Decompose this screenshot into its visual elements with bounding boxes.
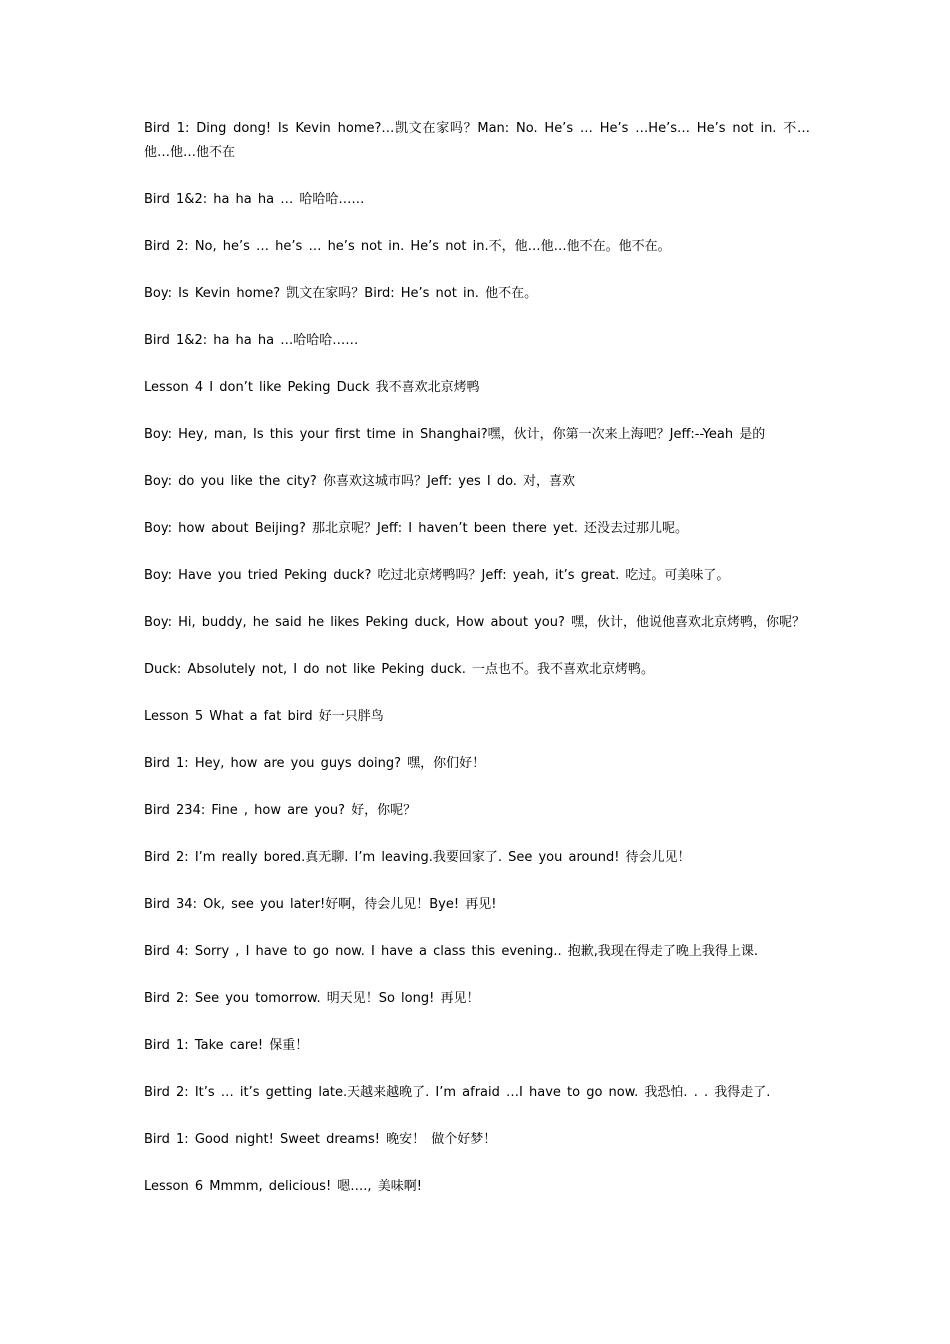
dialogue-line-16: Bird 2: I’m really bored.真无聊. I’m leaving.我要回家了. See you around! 待会儿见！ [144, 850, 691, 865]
dialogue-line-22: Bird 1: Good night! Sweet dreams! 晚安！ 做个好梦！ [144, 1132, 497, 1147]
dialogue-line-9: Boy: how about Beijing? 那北京呢？Jeff: I haven’t been there yet. 还没去过那儿呢。 [144, 521, 688, 536]
dialogue-line-12: Duck: Absolutely not, I do not like Peking duck. 一点也不。我不喜欢北京烤鸭。 [144, 662, 654, 677]
document-page [144, 117, 810, 1222]
dialogue-line-11: Boy: Hi, buddy, he said he likes Peking duck, How about you? 嘿，伙计，他说他喜欢北京烤鸭，你呢？ [144, 615, 806, 630]
dialogue-line-17: Bird 34: Ok, see you later!好啊，待会儿见！Bye! 再见! [144, 897, 497, 912]
dialogue-line-7: Boy: Hey, man, Is this your first time in Shanghai?嘿，伙计，你第一次来上海吧？Jeff:--Yeah 是的 [144, 427, 766, 442]
dialogue-line-2: Bird 1&2: ha ha ha … 哈哈哈…… [144, 192, 365, 207]
dialogue-line-8: Boy: do you like the city? 你喜欢这城市吗？Jeff: yes I do. 对，喜欢 [144, 474, 576, 489]
dialogue-line-21: Bird 2: It’s … it’s getting late.天越来越晚了. I’m afraid …I have to go now. 我恐怕. . . 我得走了. [144, 1085, 771, 1100]
dialogue-line-1: Bird 1: Ding dong! Is Kevin home?…凯文在家吗？Man: No. He’s … He’s …He’s… He’s not in. 不…他…他…他不在 [144, 121, 810, 160]
lesson-6-heading: Lesson 6 Mmmm, delicious! 嗯…., 美味啊! [144, 1179, 422, 1194]
lesson-5-heading: Lesson 5 What a fat bird 好一只胖鸟 [144, 709, 384, 724]
dialogue-line-14: Bird 1: Hey, how are you guys doing? 嘿，你们好！ [144, 756, 486, 771]
dialogue-line-10: Boy: Have you tried Peking duck? 吃过北京烤鸭吗？Jeff: yeah, it’s great. 吃过。可美味了。 [144, 568, 730, 583]
dialogue-line-3: Bird 2: No, he’s … he’s … he’s not in. He’s not in.不，他…他…他不在。他不在。 [144, 239, 671, 254]
dialogue-line-20: Bird 1: Take care! 保重！ [144, 1038, 309, 1053]
dialogue-line-19: Bird 2: See you tomorrow. 明天见！So long! 再见！ [144, 991, 480, 1006]
dialogue-line-4: Boy: Is Kevin home? 凯文在家吗？Bird: He’s not in. 他不在。 [144, 286, 538, 301]
dialogue-line-18: Bird 4: Sorry , I have to go now. I have a class this evening.. 抱歉,我现在得走了晚上我得上课. [144, 944, 759, 959]
dialogue-line-5: Bird 1&2: ha ha ha …哈哈哈…… [144, 333, 359, 348]
dialogue-line-15: Bird 234: Fine , how are you? 好，你呢？ [144, 803, 417, 818]
lesson-4-heading: Lesson 4 I don’t like Peking Duck 我不喜欢北京烤鸭 [144, 380, 480, 395]
